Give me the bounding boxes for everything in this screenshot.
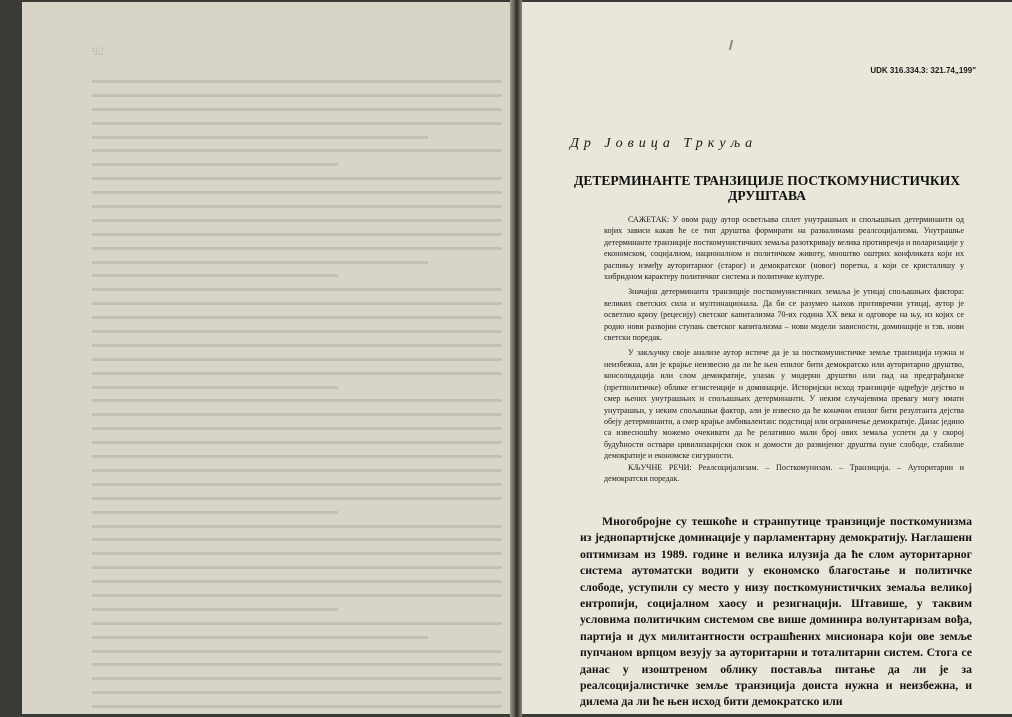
bleed-through-line <box>92 663 502 666</box>
abstract-paragraph-3: У закључку своје анализе аутор истиче да је за посткомунистичке земље транзиција нужна и неизбежна, али је крајње неизвесно да ли ће њен епилог бити демократско или ауторитарно друштво, консолидација или слом демократије, улазак у модерно друштво или пад на предграђанске (претполитичке) облике егзистенције и доминације. Историјски исход транзиције одређује дејство и смер њених унутрашњих и спољашњих детерминанти. У неким случајевима превагу могу имати унутрашњи, у неким спољашњи фактор, али је извесно да ће коначни епилог бити резултанта дејства обеју детерминанти, а смер крајње амбивалентан: подстицај или ограничење демократије. Данас једино са извесношћу можемо очекивати да ће релативно мали број ових земаља успети да у скорој будућности оствари цивилизацијски скок и домости до развијеног друштва пуне слободе, стабилне демократије и економске сигурности. <box>604 348 964 461</box>
bleed-through-line <box>92 80 502 83</box>
bleed-through-line <box>92 469 502 472</box>
bleed-through-line <box>92 511 338 514</box>
bleed-through-line <box>92 677 502 680</box>
bleed-through-line <box>92 177 502 180</box>
bleed-through-line <box>92 191 502 194</box>
bleed-through-line <box>92 566 502 569</box>
bleed-through-line <box>92 261 428 264</box>
bleed-through-line <box>92 316 502 319</box>
keywords-text: КЉУЧНЕ РЕЧИ: Реалсоцијализам. – Посткомунизам. – Транзиција. – Ауторитарни и демократски поредак. <box>604 463 964 484</box>
article-title-line-1: ДЕТЕРМИНАНТЕ ТРАНЗИЦИЈЕ ПОСТКОМУНИСТИЧКИХ <box>574 173 960 188</box>
bleed-through-line <box>92 399 502 402</box>
bleed-through-line <box>92 608 338 611</box>
bleed-through-line <box>92 136 428 139</box>
bleed-through-line <box>92 483 502 486</box>
bleed-through-line <box>92 149 502 152</box>
abstract <box>604 214 964 466</box>
keywords <box>604 462 964 485</box>
bleed-through-line <box>92 274 338 277</box>
bleed-through-line <box>92 552 502 555</box>
bleed-through-line <box>92 247 502 250</box>
author-name: Др Јовица Тркуља <box>570 136 758 151</box>
bleed-through-line <box>92 358 502 361</box>
left-page-number: 92 <box>92 44 104 58</box>
bleed-through-line <box>92 205 502 208</box>
bleed-through-line <box>92 122 502 125</box>
abstract-paragraph-1: САЖЕТАК: У овом раду аутор осветљава сплет унутрашњих и спољашњих детерминанти од којих зависи какав ће се тип друштва формирати на развалинама реалсоцијализма. Унутрашње детерминанте транзиције посткомунистичких земаља разоткривају велика противречја и поларизације у економском, социјалном, националном и политичком животу, мноштво оштрих конфликата који их распињу између ауторитарног (старог) и демократског (новог) поретка, а који се кристалишу у хибридном карактеру политичког система и политичке културе. <box>604 215 964 282</box>
bleed-through-line <box>92 372 502 375</box>
bleed-through-line <box>92 344 502 347</box>
bleed-through-line <box>92 594 502 597</box>
bleed-through-line <box>92 622 502 625</box>
pencil-mark <box>729 40 734 50</box>
bleed-through-line <box>92 330 502 333</box>
bleed-through-line <box>92 525 502 528</box>
article-title <box>562 173 972 203</box>
bleed-through-line <box>92 580 502 583</box>
bleed-through-line <box>92 455 502 458</box>
left-page-bleed-through-text <box>92 80 502 714</box>
bleed-through-line <box>92 538 502 541</box>
bleed-through-line <box>92 288 502 291</box>
body-text <box>580 513 972 710</box>
bleed-through-line <box>92 636 428 639</box>
bleed-through-line <box>92 650 502 653</box>
bleed-through-line <box>92 441 502 444</box>
bleed-through-line <box>92 94 502 97</box>
bleed-through-line <box>92 163 338 166</box>
left-page <box>22 2 510 714</box>
bleed-through-line <box>92 108 502 111</box>
book-gutter <box>510 0 522 717</box>
udk-code: UDK 316.334.3: 321.74„199" <box>870 66 976 75</box>
bleed-through-line <box>92 302 502 305</box>
body-paragraph: Многобројне су тешкоће и странпутице транзиције посткомунизма из једнопартијске доминације у парламентарну демократију. Наглашени оптимизам из 1989. године и велика илузија да ће слом ауторитарног система аутоматски водити у економско благостање и политичке слободе, уступили су место у низу посткомунистичких земаља великој ентропији, социјалном хаосу и резигнацији. Штавише, у таквим условима политичким системом све више доминира волунтаризам вођа, партија и дух милитантности острашћених мисионара који ове земље пупчаном врпцом везују за ауторитарни и тоталитарни систем. Стога се данас у изоштреном облику поставља питање да ли је за реалсоцијалистичке земље транзиција доиста нужна и неизбежна, и дилема да ли ће њен исход бити демократско или <box>580 514 972 709</box>
bleed-through-line <box>92 705 502 708</box>
bleed-through-line <box>92 691 502 694</box>
right-page <box>522 2 1012 714</box>
bleed-through-line <box>92 413 502 416</box>
article-title-line-2: ДРУШТАВА <box>728 188 806 203</box>
bleed-through-line <box>92 497 502 500</box>
bleed-through-line <box>92 233 502 236</box>
bleed-through-line <box>92 219 502 222</box>
bleed-through-line <box>92 386 338 389</box>
bleed-through-line <box>92 427 502 430</box>
abstract-paragraph-2: Значајна детерминанта транзиције посткомунистичких земаља је утицај спољашњих фактора: великих светских сила и мултинационала. Да би се разумео њихов противречни утицај, аутор је осветлио кризу (рецесију) светског капитализма 70-их година XX века и одговоре на њу, из којих се родио нови развојни ступањ светског капитализма – нови модели зависности, доминације и тзв. нови светски поредак. <box>604 287 964 343</box>
